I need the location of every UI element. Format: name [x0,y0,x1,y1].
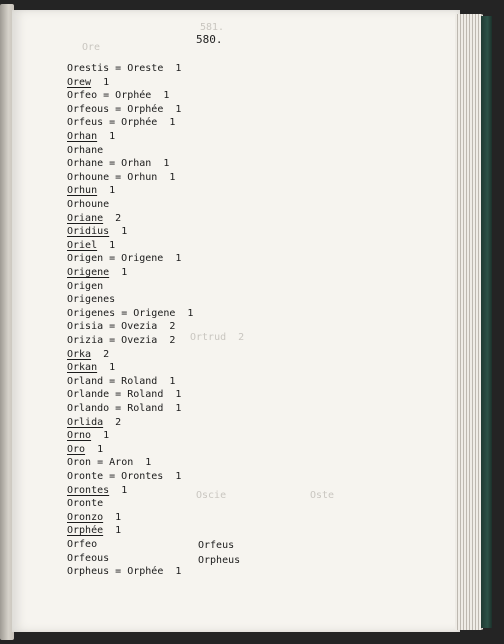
entry-reference: = Roland 1 [103,375,176,387]
index-entry [67,471,181,483]
index-entry [67,240,115,252]
entry-reference: = Origene 1 [103,253,182,265]
entry-term: Orfeous [67,552,110,564]
entry-term: Oronzo [67,511,104,523]
entry-term: Oron [67,457,92,469]
entry-term: Orfeus [67,117,104,129]
entry-reference: = Origene 1 [115,307,194,319]
index-entry [67,104,181,116]
index-entry [67,566,181,578]
index-entry [67,430,109,442]
entry-term: Orhane [67,158,104,170]
index-entry [67,553,109,565]
entry-reference: 1 [97,131,116,142]
entry-term: Oriane [67,212,104,224]
index-entry [67,403,181,415]
entry-reference: 2 [103,212,122,224]
entry-term: Origen [67,280,104,292]
entry-reference: 1 [97,362,116,374]
entry-term: Orisia [67,321,104,333]
entry-term: Orhane [67,144,104,156]
entry-reference: 1 [91,76,110,88]
index-entry [67,485,127,497]
entry-term: Orka [67,348,92,360]
index-entry [67,376,175,388]
index-entry [67,77,109,89]
index-entry [67,131,115,143]
index-entry [67,444,103,456]
entry-reference: 1 [103,511,122,523]
entry-term: Orfeo [67,539,98,550]
entry-reference: 1 [91,430,110,442]
page-number: 580. [196,33,223,46]
entry-reference: = Ovezia 2 [103,321,176,333]
entry-term: Orhoune [67,199,110,210]
entry-term: Origenes [67,294,116,306]
entry-reference: 1 [103,525,122,537]
index-entry [67,267,127,279]
entry-reference: 1 [85,443,104,455]
entry-term: Orfeous [67,103,110,115]
entry-term: Orkan [67,362,98,374]
index-entry [67,308,193,320]
show-through-text: Ore [82,42,101,53]
entry-term: Orhoune [67,171,110,183]
index-entry [67,90,169,102]
entry-term: Orphée [67,525,104,537]
entry-term: Oronte [67,498,104,510]
entry-reference: 1 [97,185,116,197]
entry-reference: 1 [109,484,128,496]
index-entry [67,539,97,551]
side-entry: Orfeus [198,540,235,551]
entry-term: Oridius [67,226,110,238]
entry-term: Origen [67,253,104,265]
entry-term: Orhun [67,185,98,197]
entry-term: Oronte [67,471,104,482]
entry-reference: 2 [103,416,122,428]
entry-term: Orlando [67,403,110,414]
page-stack-edge [455,14,483,630]
entry-reference: 2 [91,348,110,360]
index-entry [67,335,175,347]
entry-reference: = Orphée 1 [103,117,176,129]
index-entry [67,512,121,524]
entry-reference: = Orontes 1 [103,471,182,482]
index-entry [67,362,115,374]
show-through-text: Oscie [196,490,227,501]
entry-reference: = Orphée 1 [109,566,182,578]
index-entry [67,172,175,184]
entry-term: Orno [67,430,92,442]
entry-term: Oriel [67,239,98,251]
index-entry [67,281,103,293]
entry-term: Origene [67,267,110,278]
entry-term: Orlida [67,416,104,428]
index-entry [67,145,103,157]
index-entry [67,417,121,429]
entry-reference: = Aron 1 [91,457,152,469]
entry-term: Orontes [67,484,110,496]
entry-reference: = Orhun 1 [109,171,176,183]
entry-reference: = Orhan 1 [103,158,170,170]
show-through-text: 581. [200,22,225,33]
index-entry [67,294,115,306]
entry-term: Oro [67,443,86,455]
entry-reference: 1 [109,226,128,238]
side-entry: Orpheus [198,555,241,566]
index-entry [67,349,109,361]
index-entry [67,321,175,333]
entry-term: Orizia [67,335,104,346]
index-entry [67,226,127,238]
index-entry [67,199,109,211]
entry-term: Orfeo [67,90,98,102]
index-entry [67,525,121,537]
index-entry [67,457,151,469]
entry-reference: 1 [109,267,128,278]
index-entry [67,498,103,510]
entry-reference: = Orphée 1 [97,90,170,102]
entry-term: Orhan [67,131,98,142]
index-entry [67,185,115,197]
entry-term: Orestis [67,63,110,74]
entry-reference: = Ovezia 2 [103,335,176,346]
show-through-text: Ortrud 2 [190,332,245,343]
entry-term: Origenes [67,307,116,319]
entry-term: Orlande [67,389,110,401]
entry-reference: = Orphée 1 [109,103,182,115]
index-entry [67,213,121,225]
book-cover [481,16,492,628]
entry-term: Orew [67,76,92,88]
show-through-text: Oste [310,490,335,501]
index-entry [67,158,169,170]
entry-reference: = Roland 1 [109,389,182,401]
index-entry [67,389,181,401]
index-entry [67,117,175,129]
entry-reference: = Oreste 1 [109,63,182,74]
entry-term: Orpheus [67,566,110,578]
entry-reference: 1 [97,239,116,251]
entry-reference: = Roland 1 [109,403,182,414]
index-entry [67,253,181,265]
index-entry [67,63,181,75]
entry-term: Orland [67,375,104,387]
